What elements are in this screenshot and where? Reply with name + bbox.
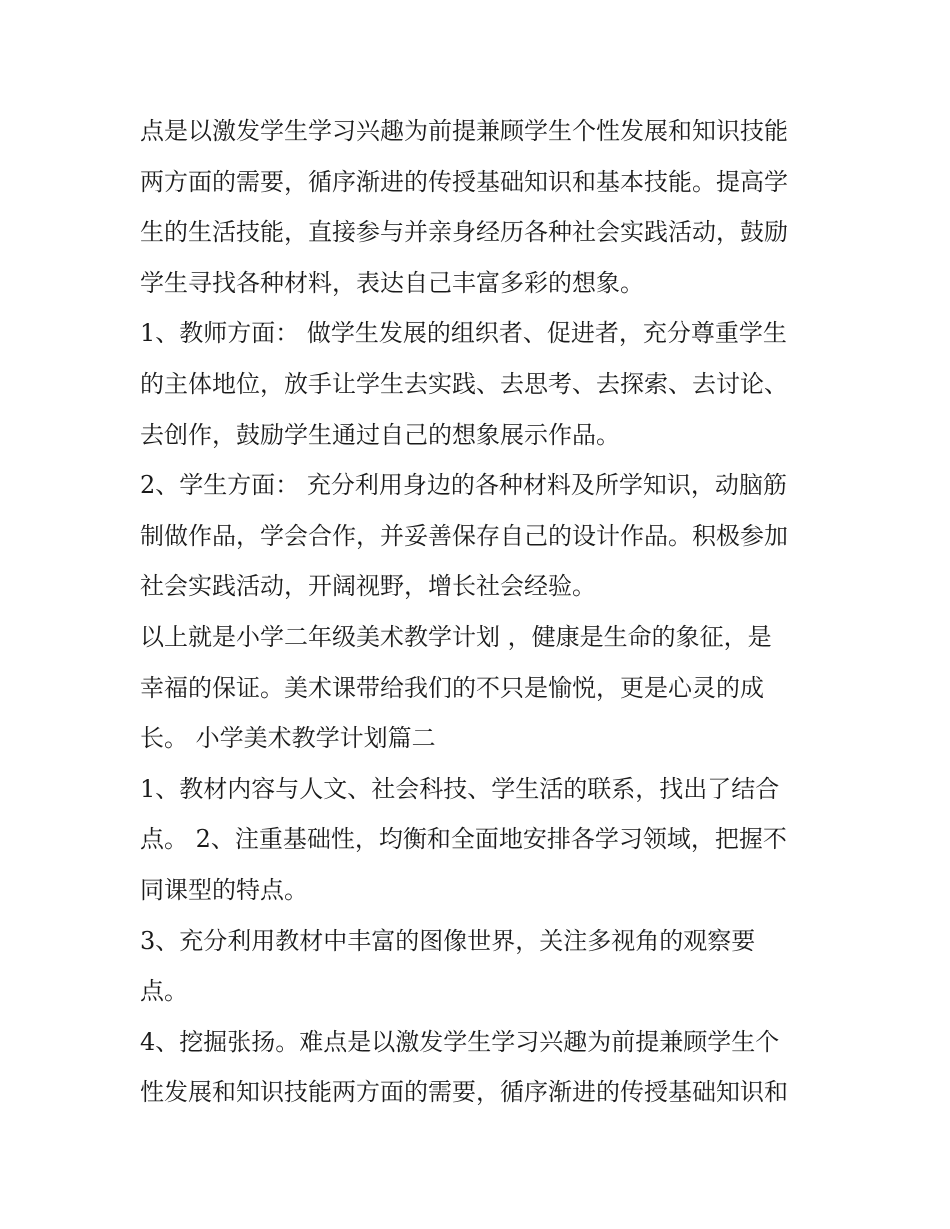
text-line: 社会实践活动，开阔视野，增长社会经验。: [140, 572, 596, 601]
text-line: 同课型的特点。: [140, 875, 308, 904]
body-text: [140, 106, 820, 1118]
text-line: 4、挖掘张扬。难点是以激发学生学习兴趣为前提兼顾学生个: [140, 1027, 780, 1056]
text-line: 去创作，鼓励学生通过自己的想象展示作品。: [140, 420, 620, 449]
text-line: 制做作品，学会合作，并妥善保存自己的设计作品。积极参加: [140, 521, 788, 550]
text-line: 的主体地位，放手让学生去实践、去思考、去探索、去讨论、: [140, 369, 788, 398]
text-line: 3、充分利用教材中丰富的图像世界，关注多视角的观察要: [140, 926, 756, 955]
text-line: 1、教师方面： 做学生发展的组织者、促进者，充分尊重学生: [140, 319, 787, 348]
text-line: 幸福的保证。美术课带给我们的不只是愉悦，更是心灵的成: [140, 673, 764, 702]
text-line: 长。 小学美术教学计划篇二: [140, 724, 436, 753]
text-line: 学生寻找各种材料，表达自己丰富多彩的想象。: [140, 268, 644, 297]
text-line: 以上就是小学二年级美术教学计划 ，健康是生命的象征，是: [140, 622, 772, 651]
text-line: 点。 2、注重基础性，均衡和全面地安排各学习领域，把握不: [140, 825, 787, 854]
text-line: 生的生活技能，直接参与并亲身经历各种社会实践活动，鼓励: [140, 218, 788, 247]
text-line: 点是以激发学生学习兴趣为前提兼顾学生个性发展和知识技能: [140, 117, 788, 145]
text-line: 两方面的需要，循序渐进的传授基础知识和基本技能。提高学: [140, 167, 788, 196]
text-line: 2、学生方面： 充分利用身边的各种材料及所学知识，动脑筋: [140, 471, 787, 500]
text-line: 1、教材内容与人文、社会科技、学生活的联系，找出了结合: [140, 774, 780, 803]
text-line: 性发展和知识技能两方面的需要，循序渐进的传授基础知识和: [140, 1078, 788, 1107]
text-line: 点。: [140, 977, 188, 1006]
